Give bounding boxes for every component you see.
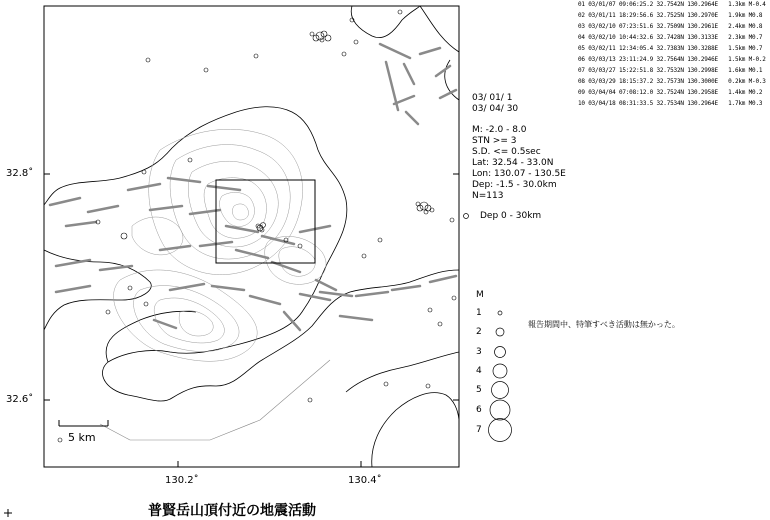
magnitude-legend-label: 1	[476, 308, 482, 318]
magnitude-legend-label: 5	[476, 385, 482, 395]
corner-mark	[4, 509, 12, 517]
active-faults	[50, 44, 456, 330]
page-title: 普賢岳山頂付近の地震活動	[148, 503, 316, 519]
magnitude-range: M: -2.0 - 8.0	[472, 125, 527, 135]
sd-limit: S.D. <= 0.5sec	[472, 147, 541, 157]
scale-bar	[59, 420, 108, 426]
event-row: 03 03/02/10 07:23:51.6 32.7509N 130.2961E 2.4km M0.8	[578, 23, 763, 30]
magnitude-legend-label: 4	[476, 366, 482, 376]
magnitude-legend-label: 6	[476, 405, 482, 415]
lon-tick-label: 130.4˚	[348, 475, 382, 486]
event-row: 05 03/02/11 12:34:05.4 32.7383N 130.3288E 1.5km M0.7	[578, 45, 763, 52]
depth-legend-marker	[464, 214, 469, 219]
event-row: 01 03/01/07 09:06:25.2 32.7542N 130.2964E 1.3km M-0.4	[578, 1, 766, 8]
date-from: 03/ 01/ 1	[472, 93, 513, 103]
event-row: 06 03/03/13 23:11:24.9 32.7564N 130.2946E 1.5km M-0.2	[578, 56, 766, 63]
map-frame	[44, 6, 459, 467]
axis-ticks	[44, 174, 459, 467]
event-row: 07 03/03/27 15:22:51.8 32.7532N 130.2998E 1.6km M0.1	[578, 67, 763, 74]
event-row: 08 03/03/29 18:15:37.2 32.7573N 130.3000E 0.2km M-0.3	[578, 78, 766, 85]
event-count: N=113	[472, 191, 504, 201]
coastline	[44, 6, 459, 467]
event-row: 09 03/04/04 07:08:12.0 32.7524N 130.2958E 1.4km M0.2	[578, 89, 763, 96]
lon-tick-label: 130.2˚	[165, 475, 199, 486]
magnitude-legend-title: M	[476, 290, 484, 300]
magnitude-legend-circles	[489, 311, 512, 442]
event-row: 10 03/04/18 08:31:33.5 32.7534N 130.2964E 1.7km M0.3	[578, 100, 763, 107]
station-count: STN >= 3	[472, 136, 517, 146]
report-note: 報告期間中、特筆すべき活動は無かった。	[528, 320, 680, 329]
lon-range: Lon: 130.07 - 130.5E	[472, 169, 566, 179]
magnitude-legend-label: 2	[476, 327, 482, 337]
scale-label: 5 km	[68, 431, 96, 444]
lat-tick-label: 32.8˚	[6, 168, 34, 179]
date-to: 03/ 04/ 30	[472, 104, 519, 114]
magnitude-legend-label: 7	[476, 425, 482, 435]
magnitude-legend-label: 3	[476, 347, 482, 357]
depth-legend-label: Dep 0 - 30km	[480, 211, 542, 221]
depth-range: Dep: -1.5 - 30.0km	[472, 180, 557, 190]
topographic-contours	[114, 129, 327, 361]
boundary-lines	[100, 360, 330, 440]
lat-tick-label: 32.6˚	[6, 394, 34, 405]
epicenters	[58, 10, 456, 442]
event-row: 04 03/02/10 10:44:32.6 32.7428N 130.3133E 2.3km M0.7	[578, 34, 763, 41]
event-row: 02 03/01/11 18:29:56.6 32.7525N 130.2970E 1.9km M0.8	[578, 12, 763, 19]
lat-range: Lat: 32.54 - 33.0N	[472, 158, 554, 168]
